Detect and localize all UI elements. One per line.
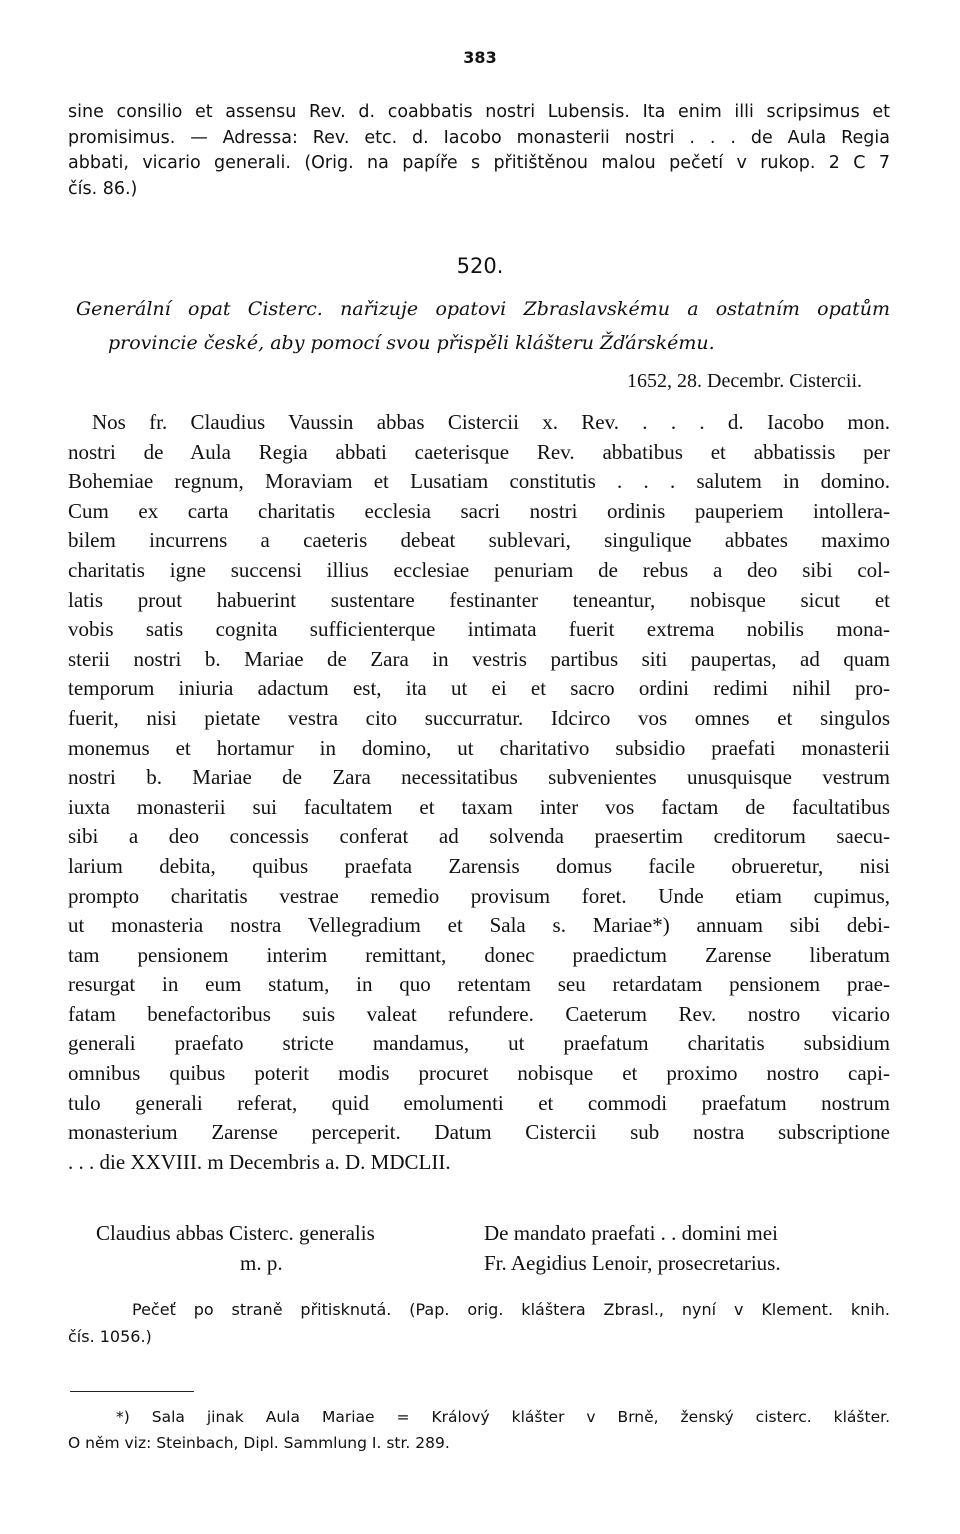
footnote-line: O něm viz: Steinbach, Dipl. Sammlung I. str. 289. [68,1434,450,1452]
secretary-name: Fr. Aegidius Lenoir, prosecretarius. [484,1251,781,1275]
intro-line: promisimus. — Adressa: Rev. etc. d. Iacobo monasterii nostri . . . de Aula Regia [68,127,890,148]
intro-paragraph [68,100,890,202]
body-line: fuerit, nisi pietate vestra cito succurratur. Idcirco vos omnes et singulos [68,705,890,730]
secretary-signature [484,1218,884,1278]
intro-line: čís. 86.) [68,178,138,199]
abbot-signature [96,1218,476,1278]
seal-note-line: Pečeť po straně přitisknutá. (Pap. orig. kláštera Zbrasl., nyní v Klement. knih. [132,1300,890,1319]
page-number: 383 [463,48,497,67]
body-line: larium debita, quibus praefata Zarensis domus facile obrueretur, nisi [68,853,890,878]
body-line: Nos fr. Claudius Vaussin abbas Cistercii x. Rev. . . . d. Iacobo mon. [92,410,890,434]
body-line: nostri b. Mariae de Zara necessitatibus subvenientes unusquisque vestrum [68,765,890,790]
body-line: resurgat in eum statum, in quo retentam seu retardatam pensionem prae- [68,972,890,997]
regest-line: provincie české, aby pomocí svou přispěli klášteru Žďárskému. [108,332,715,354]
body-line: charitatis igne succensi illius ecclesiae penuriam de rebus a deo sibi col- [68,557,890,582]
mandate-line: De mandato praefati . . domini mei [484,1221,778,1245]
body-line: nostri de Aula Regia abbati caeterisque Rev. abbatibus et abbatissis per [68,439,890,464]
body-line: prompto charitatis vestrae remedio provisum foret. Unde etiam cupimus, [68,883,890,908]
seal-note-line: čís. 1056.) [68,1327,152,1346]
body-line: monasterium Zarense perceperit. Datum Cistercii sub nostra subscriptione [68,1120,890,1145]
abbot-signature-name: Claudius abbas Cisterc. generalis [96,1221,375,1245]
regest-line: Generální opat Cisterc. nařizuje opatovi Zbraslavskému a ostatním opatům [76,298,890,320]
footnote [68,1404,890,1456]
date-line: 1652, 28. Decembr. Cistercii. [627,370,862,392]
charter-body [68,408,890,1177]
body-line: vobis satis cognita sufficienterque intimata fuerit extrema nobilis mona- [68,617,890,642]
body-line: latis prout habuerint sustentare festinanter teneantur, nobisque sicut et [68,587,890,612]
body-line: fatam benefactoribus suis valeat refundere. Caeterum Rev. nostro vicario [68,1001,890,1026]
seal-note [68,1296,890,1350]
intro-line: sine consilio et assensu Rev. d. coabbatis nostri Lubensis. Ita enim illi scripsimus et [68,102,890,122]
body-line: monemus et hortamur in domino, ut charitativo subsidio praefati monasterii [68,735,890,760]
footnote-line: *) Sala jinak Aula Mariae = Králový klášter v Brně, ženský cisterc. klášter. [116,1408,890,1426]
body-line: bilem incurrens a caeteris debeat sublevari, singulique abbates maximo [68,528,890,553]
regest-summary [76,292,890,360]
footnote-divider [70,1391,194,1392]
body-line: Bohemiae regnum, Moraviam et Lusatiam constitutis . . . salutem in domino. [68,469,890,494]
body-line: generali praefato stricte mandamus, ut praefatum charitatis subsidium [68,1031,890,1056]
body-line: omnibus quibus poterit modis procuret nobisque et proximo nostro capi- [68,1061,890,1086]
manu-propria: m. p. [240,1251,283,1275]
body-line: tam pensionem interim remittant, donec praedictum Zarense liberatum [68,942,890,967]
body-line: . . . die XXVIII. m Decembris a. D. MDCLII. [68,1149,451,1174]
body-line: tulo generali referat, quid emolumenti et commodi praefatum nostrum [68,1090,890,1115]
body-line: sterii nostri b. Mariae de Zara in vestris partibus siti paupertas, ad quam [68,646,890,671]
intro-line: abbati, vicario generali. (Orig. na papíře s přitištěnou malou pečetí v rukop. 2 C 7 [68,153,890,173]
body-line: ut monasteria nostra Vellegradium et Sala s. Mariae*) annuam sibi debi- [68,913,890,938]
document-number: 520. [456,254,504,278]
body-line: Cum ex carta charitatis ecclesia sacri nostri ordinis pauperiem intollera- [68,498,890,523]
body-line: iuxta monasterii sui facultatem et taxam inter vos factam de facultatibus [68,794,890,819]
body-line: sibi a deo concessis conferat ad solvenda praesertim creditorum saecu- [68,824,890,849]
body-line: temporum iniuria adactum est, ita ut ei et sacro ordini redimi nihil pro- [68,676,890,701]
